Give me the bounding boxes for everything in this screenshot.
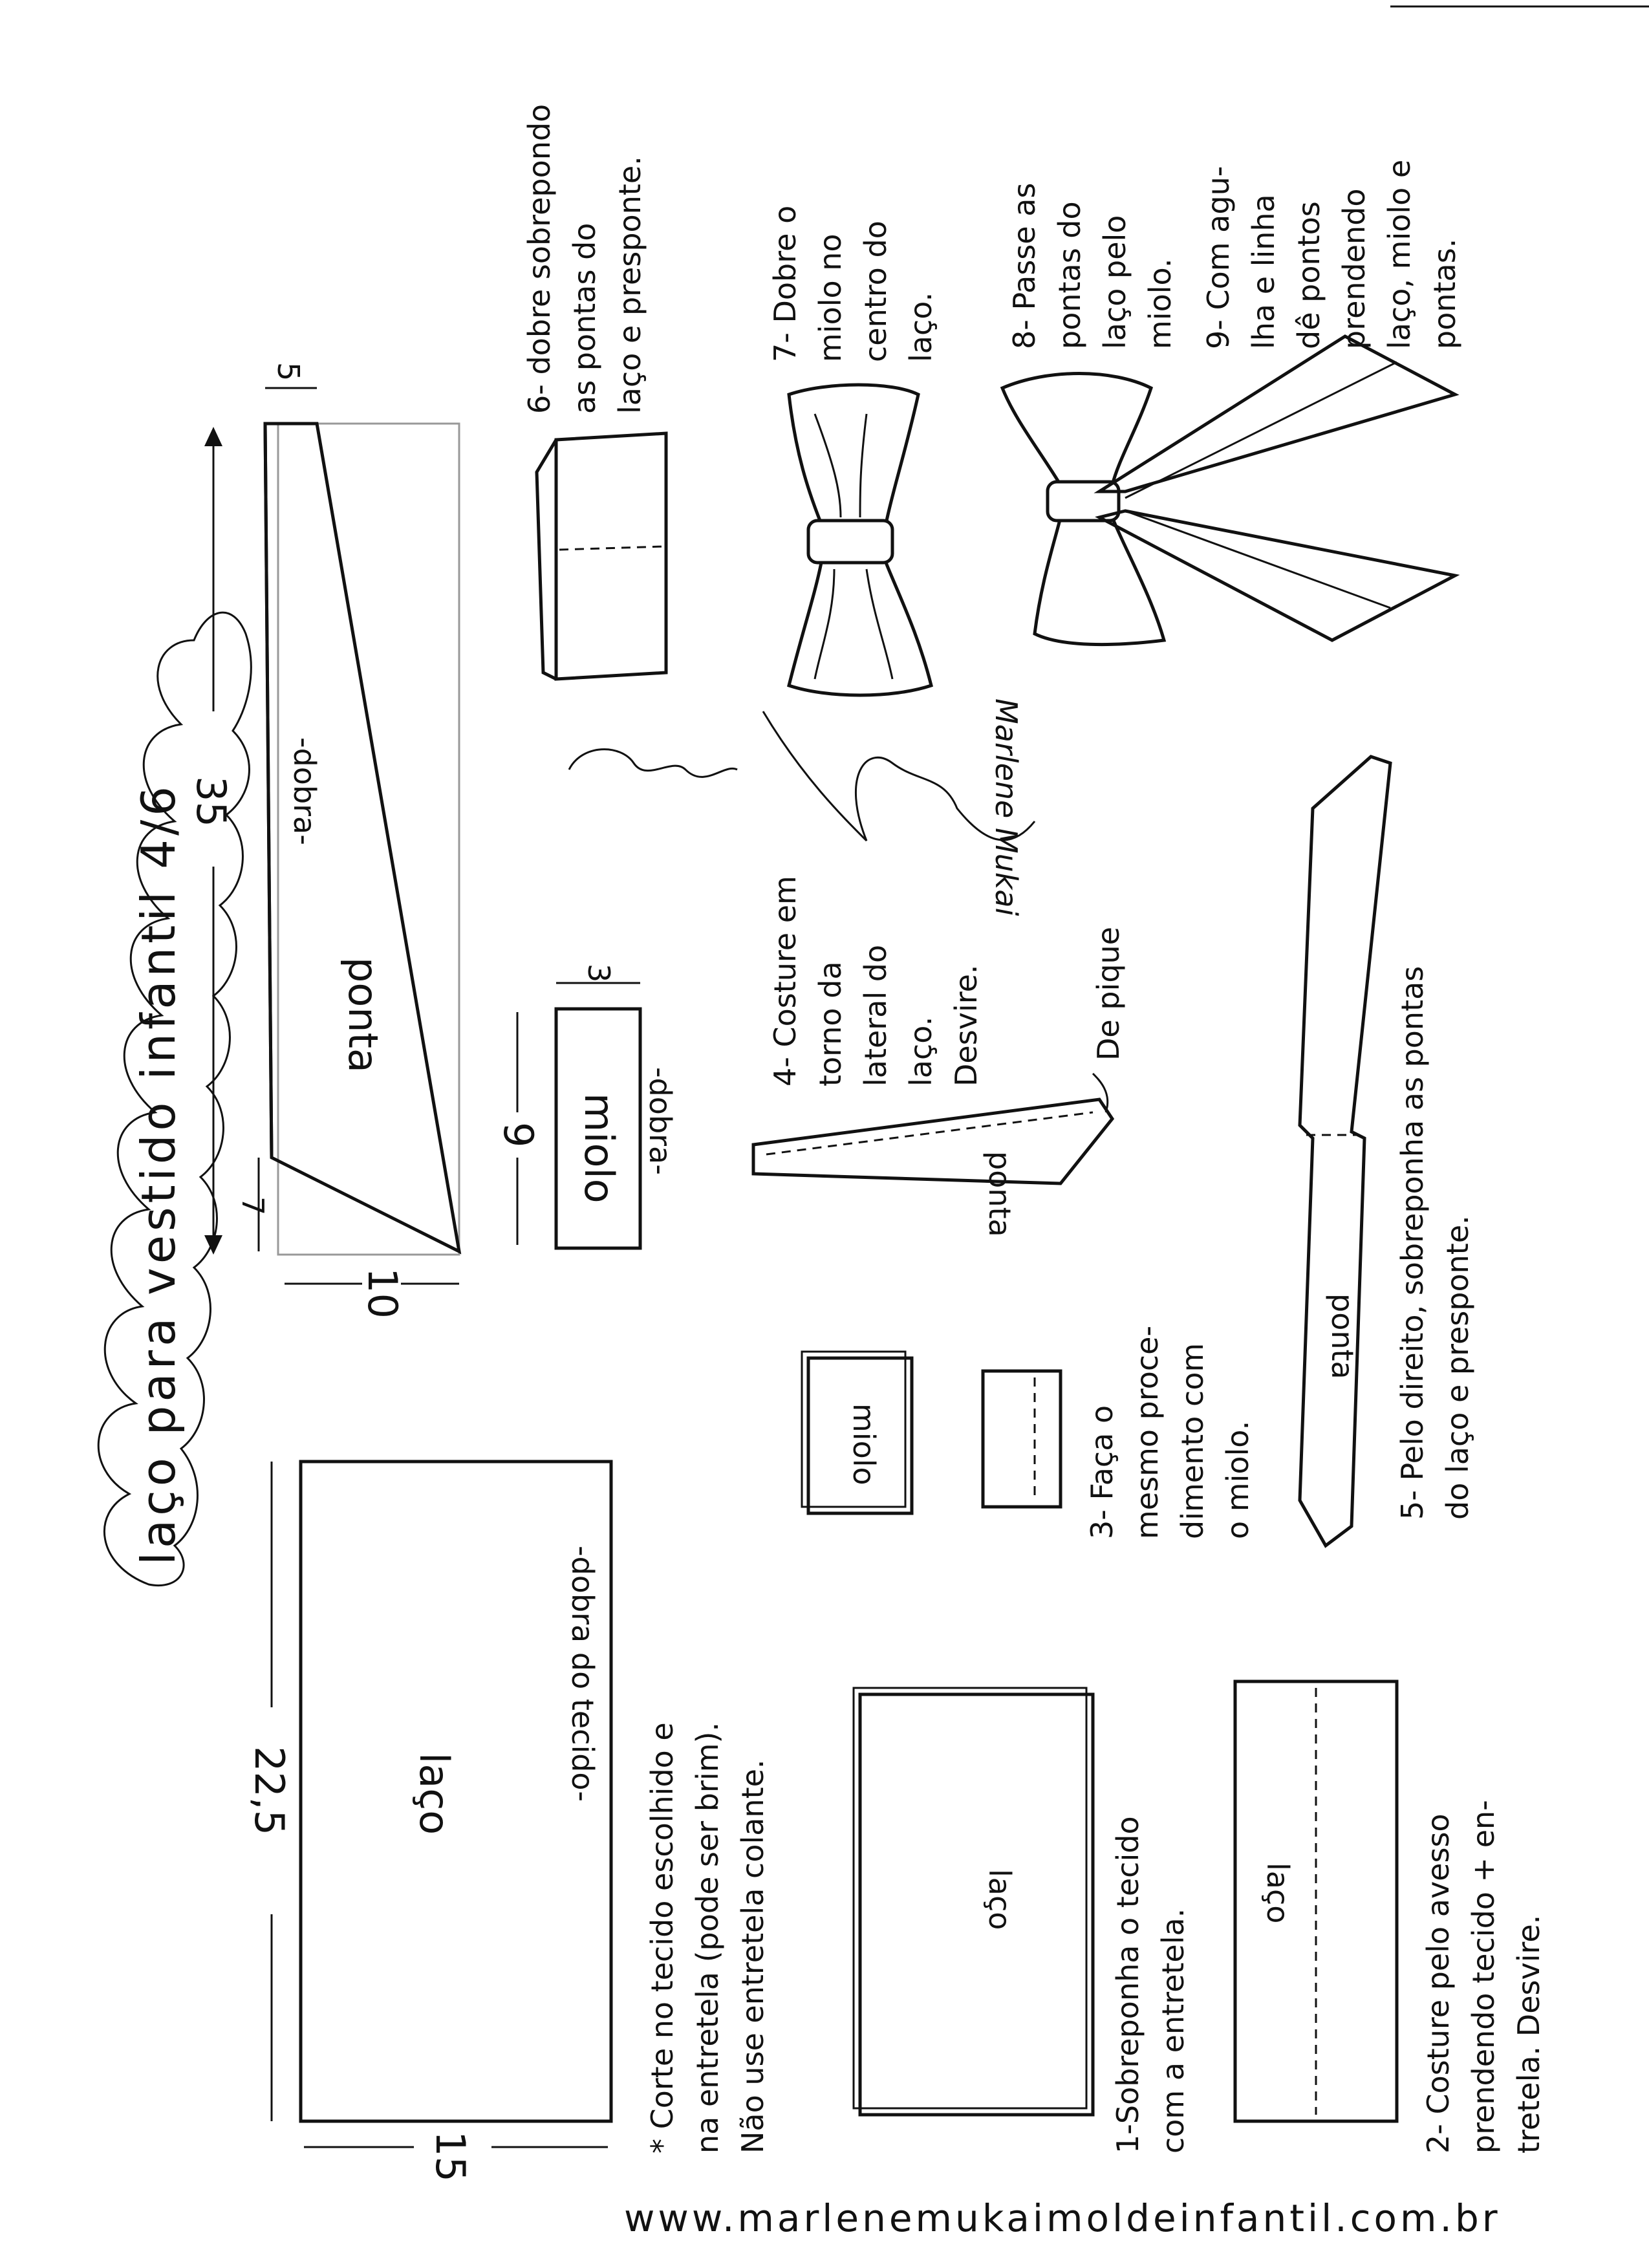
- step8-text-4: miolo.: [1143, 258, 1178, 349]
- step6-fold-side: [537, 440, 556, 679]
- step5-text-1: 5- Pelo direito, sobreponha as pontas: [1395, 966, 1430, 1520]
- step5-text-2: do laço e presponte.: [1440, 1215, 1475, 1520]
- step3-text-4: o miolo.: [1220, 1420, 1255, 1539]
- step9-text-1: 9- Com agu-: [1201, 166, 1236, 349]
- step9-text-5: laço, miolo e: [1382, 159, 1417, 349]
- signature-stroke-1: [569, 750, 737, 777]
- dim-35-label: 35: [188, 776, 235, 827]
- step1-entretela-rect: [854, 1688, 1086, 2108]
- step7-text-1: 7- Dobre o: [768, 205, 803, 362]
- cut-note-line-1: * Corte no tecido escolhido e: [645, 1722, 680, 2154]
- dim-15-label: 15: [427, 2131, 474, 2182]
- ponta-label: ponta: [339, 957, 387, 1073]
- step8-text-2: pontas do: [1052, 201, 1087, 349]
- miolo-label: miolo: [576, 1093, 623, 1204]
- step7-text-4: laço.: [903, 292, 938, 362]
- step4-label: ponta: [982, 1151, 1017, 1237]
- step1-label: laço: [982, 1869, 1017, 1930]
- step-3: [802, 1326, 1255, 1539]
- title-cloud: [98, 612, 251, 1585]
- step9-text-3: dê pontos: [1291, 201, 1326, 349]
- dim-22-label: 22,5: [246, 1746, 293, 1836]
- laco-label: laço: [411, 1753, 458, 1835]
- step4-text-5: Desvire.: [949, 964, 984, 1086]
- step8-ponta-top-edge: [1125, 362, 1397, 498]
- step1-laco-rect: [860, 1694, 1093, 2115]
- step7-text-2: miolo no: [813, 233, 848, 362]
- step7-text-3: centro do: [858, 221, 893, 362]
- laco-pattern: [246, 1462, 611, 2182]
- step8-ponta-bottom-edge: [1125, 511, 1390, 608]
- step4-note: De pique: [1091, 927, 1126, 1061]
- cut-note-line-3: Não use entretela colante.: [735, 1759, 770, 2154]
- step9-text-6: pontas.: [1427, 238, 1462, 349]
- step2-label: laço: [1260, 1863, 1295, 1924]
- step-6: [522, 104, 666, 679]
- step6-seam: [559, 546, 663, 550]
- dim-35-arrow-top: [204, 427, 222, 446]
- ponta-fold-label: -dobra-: [287, 737, 322, 845]
- step4-text-1: 4- Costure em: [768, 876, 803, 1086]
- miolo-pattern: [495, 964, 678, 1248]
- step6-text-1: 6- dobre sobrepondo: [522, 103, 557, 414]
- dim-10-label: 10: [359, 1268, 406, 1319]
- step6-folded-laco: [556, 433, 666, 679]
- step1-text-1: 1-Sobreponha o tecido: [1110, 1816, 1145, 2154]
- page-title: laço para vestido infantil 4/6: [131, 782, 186, 1565]
- step8-ponta-bottom: [1099, 511, 1455, 640]
- step8-text-3: laço pelo: [1097, 215, 1132, 349]
- step-1: [854, 1688, 1191, 2154]
- step1-text-2: com a entretela.: [1156, 1908, 1191, 2154]
- step4-text-2: torno da: [813, 961, 848, 1086]
- dim-3-label: 3: [581, 964, 616, 983]
- step3-text-2: mesmo proce-: [1130, 1325, 1165, 1539]
- step2-text-1: 2- Costure pelo avesso: [1421, 1813, 1456, 2154]
- step6-text-3: laço e presponte.: [612, 156, 647, 414]
- step-7: [768, 206, 938, 695]
- miolo-fold-label: -dobra-: [643, 1067, 678, 1175]
- step3-text-1: 3- Faça o: [1084, 1405, 1119, 1539]
- dim-7-label: 7: [235, 1196, 270, 1216]
- step3-label: miolo: [846, 1403, 881, 1485]
- ponta-pattern: [188, 362, 459, 1319]
- step6-text-2: as pontas do: [567, 222, 602, 414]
- step-4: [753, 876, 1126, 1237]
- ponta-fold-edge: [265, 424, 272, 1158]
- website-url: www.marlenemukaimoldeinfantil.com.br: [624, 2196, 1501, 2240]
- step8-text-1: 8- Passe as: [1007, 182, 1042, 349]
- cut-note-line-2: na entretela (pode ser brim).: [690, 1722, 725, 2154]
- step2-laco-shape: [1235, 1681, 1397, 2121]
- step4-ponta-shape: [753, 1099, 1112, 1183]
- step4-text-4: laço.: [903, 1016, 938, 1086]
- step2-text-3: tretela. Desvire.: [1511, 1914, 1546, 2154]
- step5-label: ponta: [1325, 1293, 1360, 1379]
- step9-text-2: lha e linha: [1246, 194, 1281, 349]
- signature-text: Marlene Mukai: [989, 698, 1024, 916]
- laco-fold-label: -dobra do tecido-: [565, 1546, 600, 1802]
- step7-miolo-band: [808, 521, 892, 563]
- step3-text-3: dimento com: [1175, 1343, 1210, 1539]
- dim-9-label: 9: [495, 1122, 542, 1148]
- step-8-9: [1002, 160, 1462, 645]
- step3-sewn-miolo: [983, 1371, 1061, 1507]
- step2-text-2: prendendo tecido + en-: [1466, 1800, 1501, 2154]
- step8-ponta-top: [1099, 336, 1455, 491]
- step5-ponta-shape: [1300, 757, 1390, 1546]
- step9-text-4: prendendo: [1337, 188, 1372, 349]
- step-2: [1235, 1681, 1546, 2154]
- cut-note: [645, 1722, 770, 2154]
- step-5: [1300, 757, 1475, 1546]
- dim-5-label: 5: [271, 362, 306, 382]
- step4-seam: [766, 1112, 1093, 1154]
- step4-text-3: lateral do: [858, 944, 893, 1086]
